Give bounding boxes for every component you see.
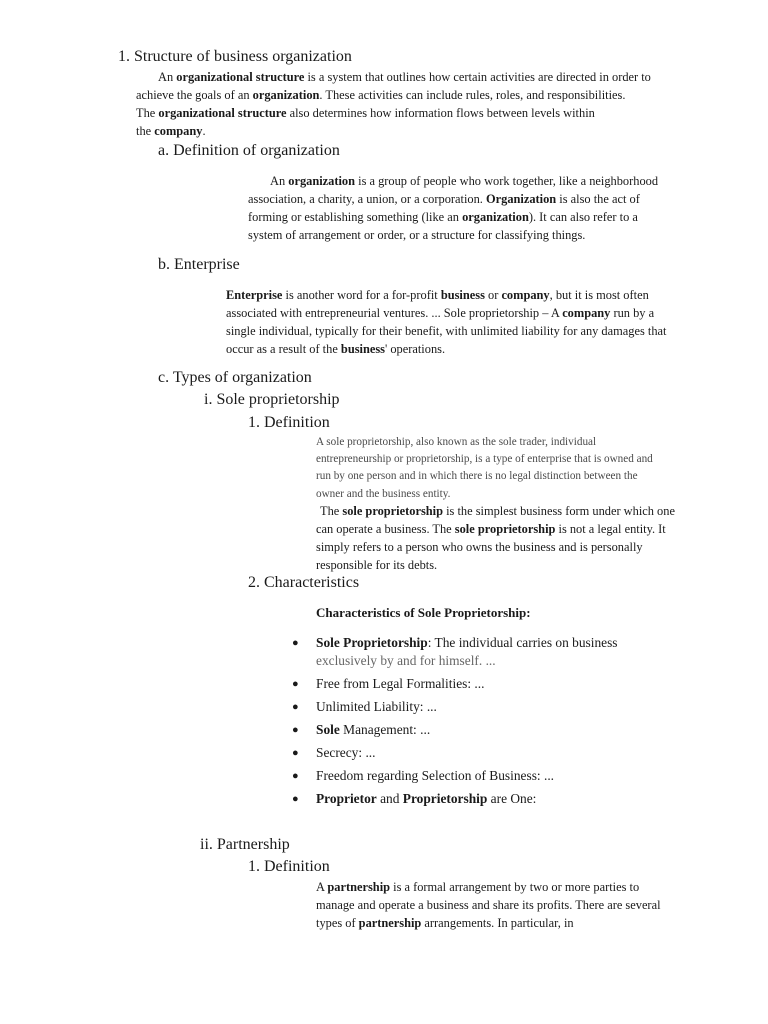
characteristics-list xyxy=(292,634,618,808)
sole-characteristics-heading: 2. Characteristics xyxy=(248,574,360,591)
partnership-definition-heading: 1. Definition xyxy=(248,858,330,875)
para-line: can operate a business. The sole proprietorship is not a legal entity. It xyxy=(316,522,666,536)
list-item: ● Unlimited Liability: ... xyxy=(292,699,437,714)
bullet-icon: ● xyxy=(292,724,299,736)
list-item: ● Secrecy: ... xyxy=(292,745,376,760)
section-c-heading: c. Types of organization xyxy=(158,369,312,386)
para-line: occur as a result of the business' operations. xyxy=(226,342,446,356)
para-line: achieve the goals of an organization. These activities can include rules, roles, and responsibilities. xyxy=(136,88,626,102)
para-line: A partnership is a formal arrangement by two or more parties to xyxy=(316,880,640,894)
bold-term: Proprietor xyxy=(316,791,377,806)
bold-term: company xyxy=(501,288,550,302)
bold-term: Sole xyxy=(316,722,340,737)
para-line: An organizational structure is a system that outlines how certain activities are directed in order to xyxy=(158,70,651,84)
partnership-heading: ii. Partnership xyxy=(200,836,290,853)
bold-term: organization xyxy=(288,174,356,188)
para-line: associated with entrepreneurial ventures. ... Sole proprietorship – A company run by a xyxy=(226,306,655,320)
section-b-heading: b. Enterprise xyxy=(158,256,240,273)
para-line: responsible for its debts. xyxy=(316,558,438,572)
bold-term: company xyxy=(562,306,611,320)
bold-term: business xyxy=(340,342,386,356)
bold-term: organizational structure xyxy=(158,106,287,120)
para-line: association, a charity, a union, or a corporation. Organization is also the act of xyxy=(248,192,640,206)
section-1-paragraph xyxy=(136,68,651,140)
bold-term: business xyxy=(440,288,485,302)
section-b-paragraph xyxy=(226,286,666,358)
sole-definition-paragraph xyxy=(316,502,675,574)
bullet-icon: ● xyxy=(292,678,299,690)
list-item: ● Freedom regarding Selection of Business: ... xyxy=(292,768,555,783)
bold-term: sole proprietorship xyxy=(342,504,443,518)
bold-term: sole proprietorship xyxy=(454,522,556,536)
characteristics-title: Characteristics of Sole Proprietorship: xyxy=(316,605,531,620)
para-line: manage and operate a business and share its profits. There are several xyxy=(316,898,661,912)
para-line: An organization is a group of people who work together, like a neighborhood xyxy=(270,174,659,188)
para-line: single individual, typically for their benefit, with unlimited liability for any damages that xyxy=(226,324,667,338)
small-line: entrepreneurship or proprietorship, is a type of enterprise that is owned and xyxy=(316,453,653,466)
bold-term: Organization xyxy=(485,192,557,206)
section-a-heading: a. Definition of organization xyxy=(158,142,340,159)
para-line: The sole proprietorship is the simplest business form under which one xyxy=(320,504,675,518)
bold-term: Proprietorship xyxy=(402,791,488,806)
bold-term: Enterprise xyxy=(226,288,283,302)
list-item: ● Free from Legal Formalities: ... xyxy=(292,676,485,691)
para-line: The organizational structure also determines how information flows between levels within xyxy=(136,106,595,120)
sole-proprietorship-heading: i. Sole proprietorship xyxy=(204,391,340,408)
small-line: owner and the business entity. xyxy=(316,487,451,500)
bold-term: partnership xyxy=(327,880,391,894)
bullet-icon: ● xyxy=(292,701,299,713)
section-1-heading: 1. Structure of business organization xyxy=(118,48,352,65)
bullet-icon: ● xyxy=(292,637,299,649)
sole-definition-heading: 1. Definition xyxy=(248,414,330,431)
para-line: system of arrangement or order, or a structure for classifying things. xyxy=(248,228,586,242)
para-line: the company. xyxy=(136,124,206,138)
para-line: forming or establishing something (like an organization). It can also refer to a xyxy=(248,210,638,224)
section-a-paragraph xyxy=(248,172,658,244)
para-line: simply refers to a person who owns the business and is personally xyxy=(316,540,643,554)
bold-term: company xyxy=(154,124,203,138)
small-line: run by one person and in which there is no legal distinction between the xyxy=(316,470,638,483)
list-item: ● Sole Proprietorship: The individual carries on business xyxy=(292,635,618,650)
bold-term: organizational structure xyxy=(176,70,305,84)
para-line: types of partnership arrangements. In particular, in xyxy=(316,916,574,930)
small-line: A sole proprietorship, also known as the sole trader, individual xyxy=(316,436,597,448)
bullet-icon: ● xyxy=(292,770,299,782)
partnership-definition-paragraph xyxy=(316,878,661,932)
list-item-continuation: exclusively by and for himself. ... xyxy=(316,653,496,668)
bold-term: organization xyxy=(252,88,320,102)
bold-term: Sole Proprietorship xyxy=(316,635,428,650)
list-item: ● Sole Management: ... xyxy=(292,722,431,737)
bold-term: organization xyxy=(462,210,529,224)
bullet-icon: ● xyxy=(292,747,299,759)
para-line: Enterprise is another word for a for-profit business or company, but it is most often xyxy=(226,288,649,302)
sole-definition-small-text xyxy=(316,434,653,503)
bullet-icon: ● xyxy=(292,793,299,805)
list-item: ● Proprietor and Proprietorship are One: xyxy=(292,791,537,806)
bold-term: partnership xyxy=(358,916,422,930)
